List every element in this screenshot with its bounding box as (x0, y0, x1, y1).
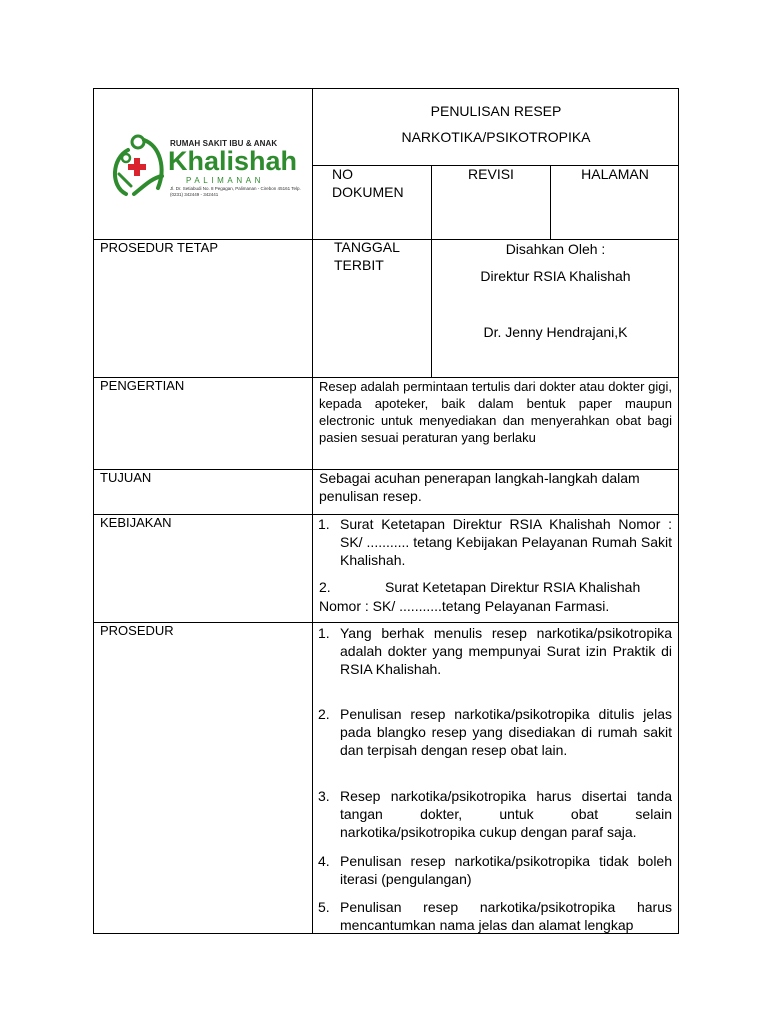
tujuan-label: TUJUAN (100, 470, 152, 485)
kebijakan-item-1-text: Surat Ketetapan Direktur RSIA Khalishah Nomor : SK/ ........... tetang Kebijakan Pelayanan Rumah Sakit Khalishah. (340, 516, 672, 568)
document-title-line1: PENULISAN RESEP (430, 103, 562, 119)
prosedur-item-number: 2. (318, 706, 330, 722)
pengertian-text: Resep adalah permintaan tertulis dari dokter atau dokter gigi, kepada apoteker, baik dalam bentuk paper maupun electronic untuk menyediakan dan menyerahkan obat bagi pasien sesuai peraturan yang berlaku (319, 379, 672, 445)
prosedur-item (318, 898, 672, 933)
logo-city: PALIMANAN (186, 176, 265, 185)
tanggal-terbit-label: TANGGAL TERBIT (334, 239, 400, 273)
halaman-label: HALAMAN (581, 166, 649, 182)
kebijakan-item-2-head: Surat Ketetapan Direktur RSIA Khalishah (385, 579, 641, 595)
column-divider-main (312, 88, 313, 934)
disahkan-oleh: Disahkan Oleh : (505, 241, 606, 257)
direktur-name: Dr. Jenny Hendrajani,K (483, 324, 628, 340)
revisi-label: REVISI (468, 166, 514, 182)
prosedur-item-text: Penulisan resep narkotika/psikotropika tidak boleh iterasi (pengulangan) (340, 853, 672, 887)
logo-hospital-type: RUMAH SAKIT IBU & ANAK (170, 139, 278, 148)
no-dokumen-label: NO DOKUMEN (332, 166, 404, 200)
prosedur-item-text: Yang berhak menulis resep narkotika/psikotropika adalah dokter yang mempunyai Surat izin Praktik di RSIA Khalishah. (340, 625, 672, 677)
prosedur-item-text: Penulisan resep narkotika/psikotropika harus mencantumkan nama jelas dan alamat lengkap (340, 899, 672, 933)
pengertian-label: PENGERTIAN (100, 378, 185, 393)
kebijakan-label: KEBIJAKAN (100, 515, 172, 530)
prosedur-item-number: 5. (318, 899, 330, 915)
kebijakan-item-2-number: 2. (319, 579, 331, 595)
prosedur-item-number: 4. (318, 853, 330, 869)
kebijakan-item-2-tail: Nomor : SK/ ...........tetang Pelayanan Farmasi. (319, 598, 610, 614)
document-title-line2: NARKOTIKA/PSIKOTROPIKA (401, 129, 591, 145)
prosedur-item-number: 1. (318, 625, 330, 641)
prosedur-item-text: Penulisan resep narkotika/psikotropika ditulis jelas pada blangko resep yang disediakan di rumah sakit dan terpisah dengan resep obat lain. (340, 706, 672, 758)
prosedur-tetap-label: PROSEDUR TETAP (100, 240, 218, 255)
logo-hospital-name: Khalishah (168, 146, 298, 176)
direktur-title: Direktur RSIA Khalishah (480, 268, 631, 284)
logo-address: Jl. Dr. Setiabudi No. 8 Pegagan, Palimanan - Cirebon 45161 Telp. (0231) 342449 - 342441 (170, 186, 301, 197)
row-divider-5 (93, 622, 679, 623)
prosedur-label: PROSEDUR (100, 623, 174, 638)
kebijakan-item-1-number: 1. (318, 516, 330, 532)
prosedur-item-text: Resep narkotika/psikotropika harus disertai tanda tangan dokter, untuk obat selain narkotika/psikotropika cukup dengan paraf saja. (340, 788, 672, 840)
prosedur-item-number: 3. (318, 788, 330, 804)
tujuan-text: Sebagai acuhan penerapan langkah-langkah dalam penulisan resep. (319, 470, 640, 504)
